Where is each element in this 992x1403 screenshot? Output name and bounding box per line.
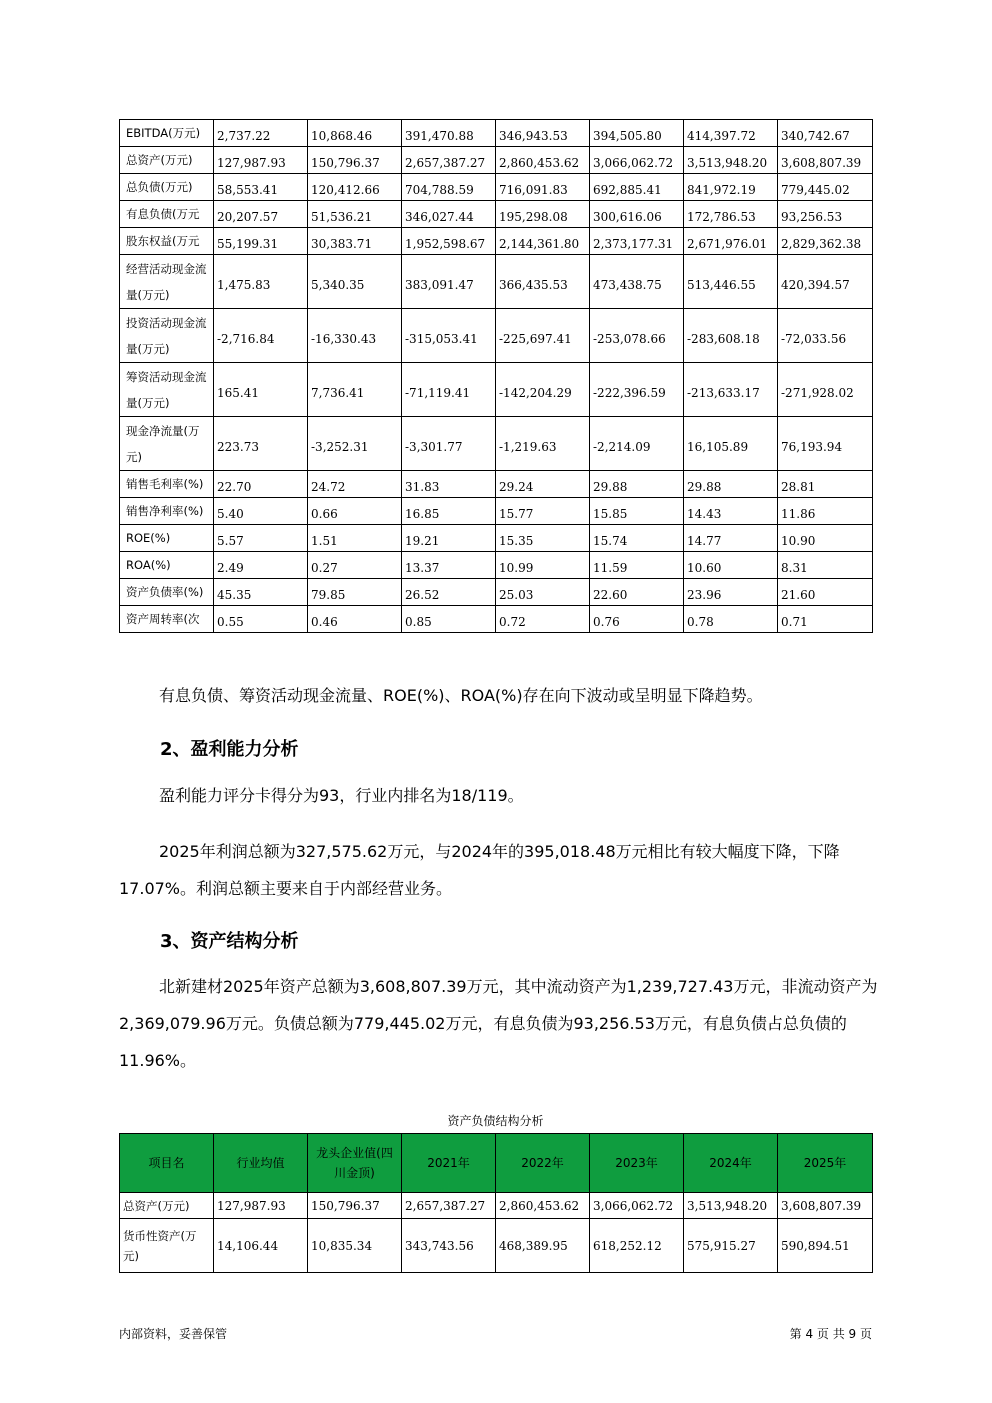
table-cell: 704,788.59 [402, 174, 496, 201]
table-cell: 383,091.47 [402, 255, 496, 309]
table-cell: 841,972.19 [684, 174, 778, 201]
table-cell: 10.90 [778, 525, 873, 552]
table-cell: 22.60 [590, 579, 684, 606]
table-cell: 5,340.35 [308, 255, 402, 309]
table-cell: 414,397.72 [684, 120, 778, 147]
table-cell: 692,885.41 [590, 174, 684, 201]
table-cell: -315,053.41 [402, 309, 496, 363]
table-cell: 343,743.56 [402, 1219, 496, 1273]
column-header: 2022年 [496, 1134, 590, 1193]
column-header: 2021年 [402, 1134, 496, 1193]
table-row [120, 174, 873, 201]
table-cell: 391,470.88 [402, 120, 496, 147]
table-cell: 2,657,387.27 [402, 147, 496, 174]
row-label: 销售毛利率(%) [120, 471, 214, 498]
table-cell: 2,373,177.31 [590, 228, 684, 255]
table-cell: 3,608,807.39 [778, 147, 873, 174]
table-cell: 23.96 [684, 579, 778, 606]
asset-liability-structure-table [119, 1133, 873, 1273]
row-label: 货币性资产(万元) [120, 1219, 214, 1273]
table-cell: -2,716.84 [214, 309, 308, 363]
table-cell: 29.88 [590, 471, 684, 498]
table-cell: 10.60 [684, 552, 778, 579]
table-cell: 2,860,453.62 [496, 1193, 590, 1219]
table-cell: 0.66 [308, 498, 402, 525]
table-cell: 2,737.22 [214, 120, 308, 147]
table-cell: 0.76 [590, 606, 684, 633]
row-label: 现金净流量(万元) [120, 417, 214, 471]
table-cell: -71,119.41 [402, 363, 496, 417]
asset-liability-structure-body [120, 1134, 873, 1273]
financial-summary-body [120, 120, 873, 633]
table-cell: 172,786.53 [684, 201, 778, 228]
row-label: 总资产(万元) [120, 147, 214, 174]
table-cell: 11.59 [590, 552, 684, 579]
table-header-row [120, 1134, 873, 1193]
table-row [120, 606, 873, 633]
table-cell: 76,193.94 [778, 417, 873, 471]
table-cell: 14.77 [684, 525, 778, 552]
table-cell: 3,608,807.39 [778, 1193, 873, 1219]
row-label: 资产负债率(%) [120, 579, 214, 606]
table-cell: 51,536.21 [308, 201, 402, 228]
column-header: 2025年 [778, 1134, 873, 1193]
table-cell: 420,394.57 [778, 255, 873, 309]
table-cell: 1,475.83 [214, 255, 308, 309]
table-cell: 2,144,361.80 [496, 228, 590, 255]
table-cell: -1,219.63 [496, 417, 590, 471]
table-row [120, 525, 873, 552]
table-cell: 340,742.67 [778, 120, 873, 147]
table-cell: 590,894.51 [778, 1219, 873, 1273]
table-cell: 30,383.71 [308, 228, 402, 255]
table-cell: 10,868.46 [308, 120, 402, 147]
table-cell: 3,066,062.72 [590, 147, 684, 174]
table-cell: 366,435.53 [496, 255, 590, 309]
table-row [120, 201, 873, 228]
table-cell: -16,330.43 [308, 309, 402, 363]
table-cell: 127,987.93 [214, 147, 308, 174]
table-cell: 1,952,598.67 [402, 228, 496, 255]
footer-confidential: 内部资料，妥善保管 [119, 1327, 228, 1341]
table-cell: 45.35 [214, 579, 308, 606]
section-heading-profitability: 2、盈利能力分析 [160, 739, 299, 760]
column-header: 龙头企业值(四川金顶) [308, 1134, 402, 1193]
trend-paragraph: 有息负债、筹资活动现金流量、ROE(%)、ROA(%)存在向下波动或呈明显下降趋势。 [159, 686, 763, 705]
table-cell: 0.27 [308, 552, 402, 579]
table-row [120, 309, 873, 363]
table-cell: -253,078.66 [590, 309, 684, 363]
table-cell: 2,829,362.38 [778, 228, 873, 255]
row-label: 销售净利率(%) [120, 498, 214, 525]
row-label: ROE(%) [120, 525, 214, 552]
table-row [120, 120, 873, 147]
table-cell: 120,412.66 [308, 174, 402, 201]
table-cell: 0.78 [684, 606, 778, 633]
table-cell: -3,301.77 [402, 417, 496, 471]
table-cell: 618,252.12 [590, 1219, 684, 1273]
table-row [120, 255, 873, 309]
table-cell: 575,915.27 [684, 1219, 778, 1273]
table-cell: 7,736.41 [308, 363, 402, 417]
footer-page-number: 第 4 页 共 9 页 [789, 1327, 872, 1341]
table-cell: 5.57 [214, 525, 308, 552]
column-header: 项目名 [120, 1134, 214, 1193]
table-cell: 2,671,976.01 [684, 228, 778, 255]
column-header: 2024年 [684, 1134, 778, 1193]
table-cell: 5.40 [214, 498, 308, 525]
table-cell: 10,835.34 [308, 1219, 402, 1273]
row-label: EBITDA(万元) [120, 120, 214, 147]
table-cell: 3,066,062.72 [590, 1193, 684, 1219]
table-cell: 3,513,948.20 [684, 1193, 778, 1219]
table-cell: -213,633.17 [684, 363, 778, 417]
table-cell: 55,199.31 [214, 228, 308, 255]
table-cell: 21.60 [778, 579, 873, 606]
table-cell: 165.41 [214, 363, 308, 417]
asset-structure-paragraph: 北新建材2025年资产总额为3,608,807.39万元，其中流动资产为1,239,727.43万元，非流动资产为2,369,079.96万元。负债总额为779,445.02万元，有息负债为93,256.53万元，有息负债占总负债的11.96%。 [119, 977, 878, 1070]
table-cell: 15.35 [496, 525, 590, 552]
table-row [120, 417, 873, 471]
table-row [120, 579, 873, 606]
table-cell: 16.85 [402, 498, 496, 525]
table-cell: -142,204.29 [496, 363, 590, 417]
table-cell: 127,987.93 [214, 1193, 308, 1219]
table-row [120, 498, 873, 525]
table-cell: 58,553.41 [214, 174, 308, 201]
table-cell: 13.37 [402, 552, 496, 579]
table-cell: 0.71 [778, 606, 873, 633]
table-row [120, 363, 873, 417]
profit-paragraph: 2025年利润总额为327,575.62万元，与2024年的395,018.48万元相比有较大幅度下降，下降17.07%。利润总额主要来自于内部经营业务。 [119, 842, 840, 898]
table-caption: 资产负债结构分析 [447, 1114, 544, 1128]
row-label: 总负债(万元) [120, 174, 214, 201]
table-cell: -225,697.41 [496, 309, 590, 363]
table-cell: 93,256.53 [778, 201, 873, 228]
column-header: 行业均值 [214, 1134, 308, 1193]
table-cell: -222,396.59 [590, 363, 684, 417]
table-cell: 25.03 [496, 579, 590, 606]
table-cell: 346,027.44 [402, 201, 496, 228]
table-cell: 29.88 [684, 471, 778, 498]
table-row [120, 147, 873, 174]
table-cell: 394,505.80 [590, 120, 684, 147]
table-cell: 716,091.83 [496, 174, 590, 201]
table-cell: 1.51 [308, 525, 402, 552]
table-cell: 14.43 [684, 498, 778, 525]
table-cell: 0.72 [496, 606, 590, 633]
table-cell: 14,106.44 [214, 1219, 308, 1273]
table-row [120, 552, 873, 579]
table-cell: 513,446.55 [684, 255, 778, 309]
table-cell: 11.86 [778, 498, 873, 525]
table-cell: 26.52 [402, 579, 496, 606]
table-cell: 79.85 [308, 579, 402, 606]
table-row [120, 228, 873, 255]
row-label: 投资活动现金流量(万元) [120, 309, 214, 363]
profitability-score-paragraph: 盈利能力评分卡得分为93，行业内排名为18/119。 [159, 786, 524, 805]
table-cell: 29.24 [496, 471, 590, 498]
table-cell: 779,445.02 [778, 174, 873, 201]
table-cell: -3,252.31 [308, 417, 402, 471]
table-cell: 10.99 [496, 552, 590, 579]
table-cell: 150,796.37 [308, 147, 402, 174]
table-cell: 15.74 [590, 525, 684, 552]
table-cell: -72,033.56 [778, 309, 873, 363]
table-cell: 223.73 [214, 417, 308, 471]
row-label: 经营活动现金流量(万元) [120, 255, 214, 309]
table-cell: 2,657,387.27 [402, 1193, 496, 1219]
table-cell: 28.81 [778, 471, 873, 498]
table-cell: 19.21 [402, 525, 496, 552]
table-cell: 3,513,948.20 [684, 147, 778, 174]
table-row [120, 471, 873, 498]
table-cell: 24.72 [308, 471, 402, 498]
row-label: 筹资活动现金流量(万元) [120, 363, 214, 417]
table-cell: 20,207.57 [214, 201, 308, 228]
row-label: 有息负债(万元 [120, 201, 214, 228]
financial-summary-table [119, 119, 873, 633]
column-header: 2023年 [590, 1134, 684, 1193]
row-label: 股东权益(万元 [120, 228, 214, 255]
row-label: ROA(%) [120, 552, 214, 579]
table-cell: 15.85 [590, 498, 684, 525]
table-cell: 31.83 [402, 471, 496, 498]
row-label: 资产周转率(次 [120, 606, 214, 633]
row-label: 总资产(万元) [120, 1193, 214, 1219]
table-cell: 150,796.37 [308, 1193, 402, 1219]
table-cell: 195,298.08 [496, 201, 590, 228]
table-row [120, 1193, 873, 1219]
table-cell: -271,928.02 [778, 363, 873, 417]
table-cell: -2,214.09 [590, 417, 684, 471]
table-cell: 2,860,453.62 [496, 147, 590, 174]
table-cell: 300,616.06 [590, 201, 684, 228]
table-cell: 0.85 [402, 606, 496, 633]
table-cell: 0.46 [308, 606, 402, 633]
table-cell: 16,105.89 [684, 417, 778, 471]
table-cell: 473,438.75 [590, 255, 684, 309]
table-cell: 346,943.53 [496, 120, 590, 147]
table-cell: -283,608.18 [684, 309, 778, 363]
table-cell: 2.49 [214, 552, 308, 579]
table-cell: 468,389.95 [496, 1219, 590, 1273]
section-heading-asset-structure: 3、资产结构分析 [160, 931, 299, 952]
table-cell: 22.70 [214, 471, 308, 498]
table-cell: 0.55 [214, 606, 308, 633]
table-row [120, 1219, 873, 1273]
table-cell: 8.31 [778, 552, 873, 579]
table-cell: 15.77 [496, 498, 590, 525]
